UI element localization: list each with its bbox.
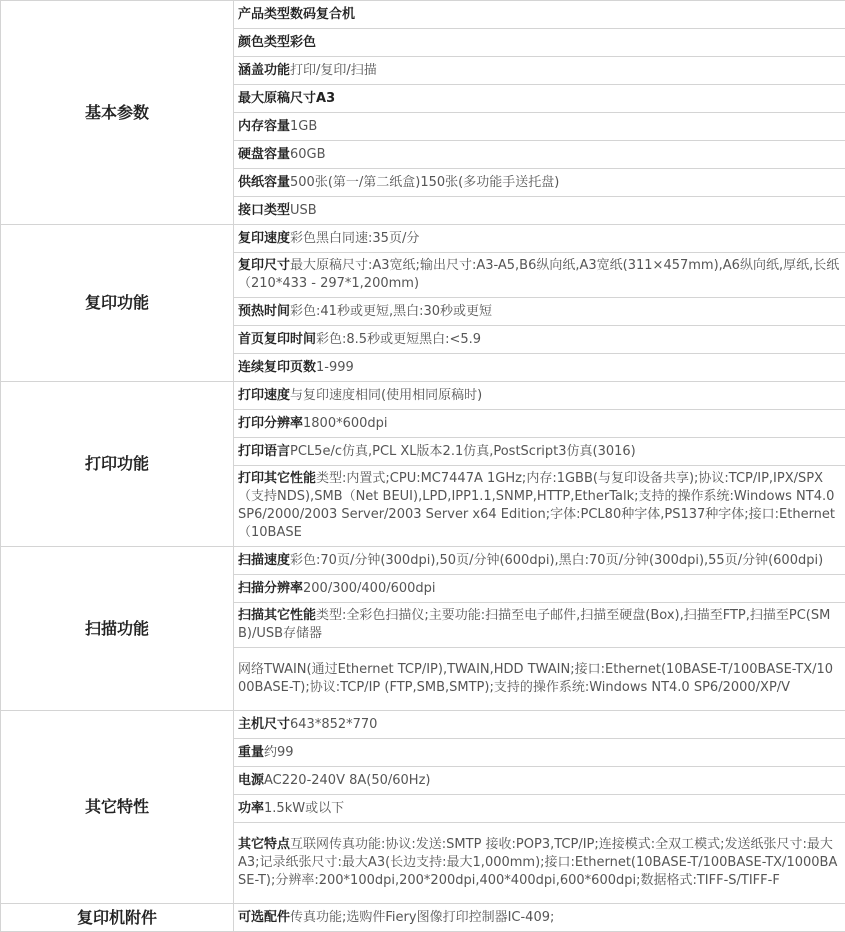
row-print-other: [234, 466, 845, 547]
row-scan-other: [234, 603, 845, 648]
group-basic: 基本参数: [1, 1, 234, 225]
row-scan-res: [234, 575, 845, 603]
table-row: [1, 711, 845, 739]
row-label: 预热时间: [238, 304, 290, 319]
row-label: 首页复印时间: [238, 332, 316, 347]
row-continuous: [234, 354, 845, 382]
row-label: 电源: [238, 773, 264, 788]
row-label: 复印速度: [238, 231, 290, 246]
group-print: 打印功能: [1, 382, 234, 547]
row-label: 复印尺寸: [238, 258, 290, 273]
row-hdd: [234, 141, 845, 169]
row-label: 打印分辨率: [238, 416, 303, 431]
row-label: 打印语言: [238, 444, 290, 459]
row-value: 500张(第一/第二纸盒)150张(多功能手送托盘): [290, 175, 559, 190]
row-paper-capacity: [234, 169, 845, 197]
group-copy: 复印功能: [1, 225, 234, 382]
row-consumption: [234, 795, 845, 823]
table-row: [1, 382, 845, 410]
row-warmup: [234, 298, 845, 326]
row-value: A3: [316, 91, 335, 106]
group-accessory: 复印机附件: [1, 904, 234, 932]
row-label: 扫描分辨率: [238, 581, 303, 596]
row-label: 扫描其它性能: [238, 608, 316, 623]
row-label: 内存容量: [238, 119, 290, 134]
table-row: [1, 547, 845, 575]
row-label: 功率: [238, 801, 264, 816]
row-label: 连续复印页数: [238, 360, 316, 375]
group-other: 其它特性: [1, 711, 234, 904]
row-weight: [234, 739, 845, 767]
row-label: 主机尺寸: [238, 717, 290, 732]
table-row: [1, 1, 845, 29]
row-first-copy: [234, 326, 845, 354]
row-value: PCL5e/c仿真,PCL XL版本2.1仿真,PostScript3仿真(3016): [290, 444, 636, 459]
row-label: 打印其它性能: [238, 471, 316, 486]
row-value: AC220-240V 8A(50/60Hz): [264, 773, 430, 788]
row-product-type: [234, 1, 845, 29]
group-scan: 扫描功能: [1, 547, 234, 711]
row-value: 643*852*770: [290, 717, 377, 732]
row-value: 与复印速度相同(使用相同原稿时): [290, 388, 482, 403]
table-row: [1, 225, 845, 253]
row-value: 传真功能;选购件Fiery图像打印控制器IC-409;: [290, 910, 554, 925]
row-label: 涵盖功能: [238, 63, 290, 78]
row-memory: [234, 113, 845, 141]
row-scan-speed: [234, 547, 845, 575]
row-power: [234, 767, 845, 795]
row-label: 最大原稿尺寸: [238, 91, 316, 106]
row-value: 彩色:8.5秒或更短黑白:<5.9: [316, 332, 481, 347]
row-value: 彩色黑白同速:35页/分: [290, 231, 419, 246]
row-label: 颜色类型: [238, 35, 290, 50]
row-label: 其它特点: [238, 837, 290, 852]
row-print-speed: [234, 382, 845, 410]
row-value: 彩色: [290, 35, 316, 50]
row-dimensions: [234, 711, 845, 739]
row-print-lang: [234, 438, 845, 466]
row-value: 彩色:41秒或更短,黑白:30秒或更短: [290, 304, 492, 319]
row-value: 类型:内置式;CPU:MC7447A 1GHz;内存:1GBB(与复印设备共享);协议:TCP/IP,IPX/SPX（支持NDS),SMB（Net BEUI),LPD,IPP1.1,SNMP,HTTP,EtherTalk;支持的操作系统:Windows NT4.0 SP6/2000/2003 Server/2003 Server x64 Edition;字体:PCL80种字体,PS137种字体;接口:Ethernet（10BASE: [238, 471, 835, 540]
row-value: 1GB: [290, 119, 317, 134]
row-value: 1800*600dpi: [303, 416, 388, 431]
row-max-original: [234, 85, 845, 113]
row-other-features: [234, 823, 845, 904]
row-label: 接口类型: [238, 203, 290, 218]
row-label: 扫描速度: [238, 553, 290, 568]
row-options: [234, 904, 845, 932]
row-label: 供纸容量: [238, 175, 290, 190]
row-label: 打印速度: [238, 388, 290, 403]
table-row: [1, 904, 845, 932]
row-copy-size: [234, 253, 845, 298]
row-print-res: [234, 410, 845, 438]
row-label: 可选配件: [238, 910, 290, 925]
row-value: 1.5kW或以下: [264, 801, 344, 816]
row-value: 数码复合机: [290, 7, 355, 22]
row-value: 约99: [264, 745, 294, 760]
row-value: 60GB: [290, 147, 326, 162]
row-value: 最大原稿尺寸:A3宽纸;输出尺寸:A3-A5,B6纵向纸,A3宽纸(311×457mm),A6纵向纸,厚纸,长纸（210*433 - 297*1,200mm): [238, 258, 839, 291]
row-copy-speed: [234, 225, 845, 253]
row-value: 类型:全彩色扫描仪;主要功能:扫描至电子邮件,扫描至硬盘(Box),扫描至FTP,扫描至PC(SMB)/USB存储器: [238, 608, 830, 641]
row-scan-net: [234, 648, 845, 711]
row-value: 打印/复印/扫描: [290, 63, 377, 78]
row-functions: [234, 57, 845, 85]
row-value: USB: [290, 203, 317, 218]
row-value: 200/300/400/600dpi: [303, 581, 436, 596]
row-color-type: [234, 29, 845, 57]
row-value: 网络TWAIN(通过Ethernet TCP/IP),TWAIN,HDD TWAIN;接口:Ethernet(10BASE-T/100BASE-TX/1000BASE-T);协议:TCP/IP (FTP,SMB,SMTP);支持的操作系统:Windows NT4.0 SP6/2000/XP/V: [238, 662, 833, 695]
row-label: 重量: [238, 745, 264, 760]
row-label: 硬盘容量: [238, 147, 290, 162]
row-value: 1-999: [316, 360, 354, 375]
row-label: 产品类型: [238, 7, 290, 22]
row-interface: [234, 197, 845, 225]
row-value: 彩色:70页/分钟(300dpi),50页/分钟(600dpi),黑白:70页/分钟(300dpi),55页/分钟(600dpi): [290, 553, 823, 568]
row-value: 互联网传真功能:协议:发送:SMTP 接收:POP3,TCP/IP;连接模式:全双工模式;发送纸张尺寸:最大A3;记录纸张尺寸:最大A3(长边支持:最大1,000mm);接口:Ethernet(10BASE-T/100BASE-TX/1000BASE-T);分辨率:200*100dpi,200*200dpi,400*400dpi,600*600dpi;数据格式:TIFF-S/TIFF-F: [238, 837, 837, 888]
